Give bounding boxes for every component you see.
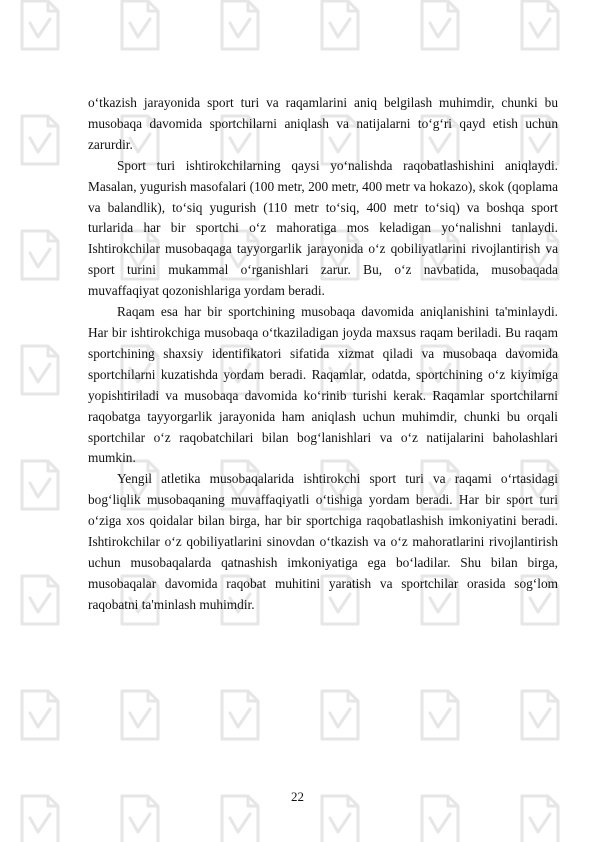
watermark-icon [22,346,58,394]
paragraph-1: o‘tkazish jarayonida sport turi va raqamlarini aniq belgilash muhimdir, chunki bu musobaqa davomida sportchilarni aniqlash va natijalarni to‘g‘ri qayd etish uchun zarurdir. [88,95,558,152]
document-body [88,93,558,616]
watermark-icon [22,576,58,624]
page-number: 22 [291,789,304,804]
paragraph-4: Yengil atletika musobaqalarida ishtirokchi sport turi va raqami o‘rtasidagi bog‘liqlik musobaqaning muvaffaqiyatli o‘tishiga yordam beradi. Har bir sport turi o‘ziga xos qoidalar bilan birga, har bir sportchiga raqobatlashish imkoniyatini beradi. Ishtirokchilar o‘z qobiliyatlarini sinovdan o‘tkazish va o‘z mahoratlarini rivojlantirish uchun musobaqalarda qatnashish imkoniyatiga ega bo‘ladilar. Shu bilan birga, musobaqalar davomida raqobat muhitini yaratish va sportchilar orasida sog‘lom raqobatni ta'minlash muhimdir. [88,471,558,612]
watermark-icon [122,1,158,49]
watermark-icon [422,1,458,49]
watermark-icon [22,116,58,164]
watermark-icon [22,1,58,49]
watermark-icon [22,231,58,279]
watermark-icon [522,1,558,49]
watermark-icon [22,691,58,739]
paragraph-2: Sport turi ishtirokchilarning qaysi yo‘nalishda raqobatlashishini aniqlaydi. Masalan, yugurish masofalari (100 metr, 200 metr, 400 metr va hokazo), skok (qoplama va balandlik), to‘siq yugurish (110 metr to‘siq, 400 metr to‘siq) va boshqa sport turlarida har bir sportchi o‘z mahoratiga mos keladigan yo‘nalishni tanlaydi. Ishtirokchilar musobaqaga tayyorgarlik jarayonida o‘z qobiliyatlarini rivojlantirish va sport turini mukammal o‘rganishlari zarur. Bu, o‘z navbatida, musobaqada muvaffaqiyat qozonishlariga yordam beradi. [88,157,558,299]
paragraph-3: Raqam esa har bir sportchining musobaqa davomida aniqlanishini ta'minlaydi. Har bir ishtirokchiga musobaqa o‘tkaziladigan joyda maxsus raqam beriladi. Bu raqam sportchining shaxsiy identifikatori sifatida xizmat qiladi va musobaqa davomida sportchilarni kuzatishda yordam beradi. Raqamlar, odatda, sportchining o‘z kiyimiga yopishtiriladi va musobaqa davomida ko‘rinib turishi kerak. Raqamlar sportchilarni raqobatga tayyorgarlik jarayonida ham aniqlash uchun muhimdir, chunki bu orqali sportchilar o‘z raqobatchilari bilan bog‘lanishlari va o‘z natijalarini baholashlari mumkin. [88,304,558,466]
watermark-icon [322,691,358,739]
watermark-icon [22,461,58,509]
watermark-icon [122,691,158,739]
watermark-icon [222,1,258,49]
watermark-icon [522,691,558,739]
watermark-icon [222,691,258,739]
watermark-icon [422,691,458,739]
watermark-icon [322,1,358,49]
